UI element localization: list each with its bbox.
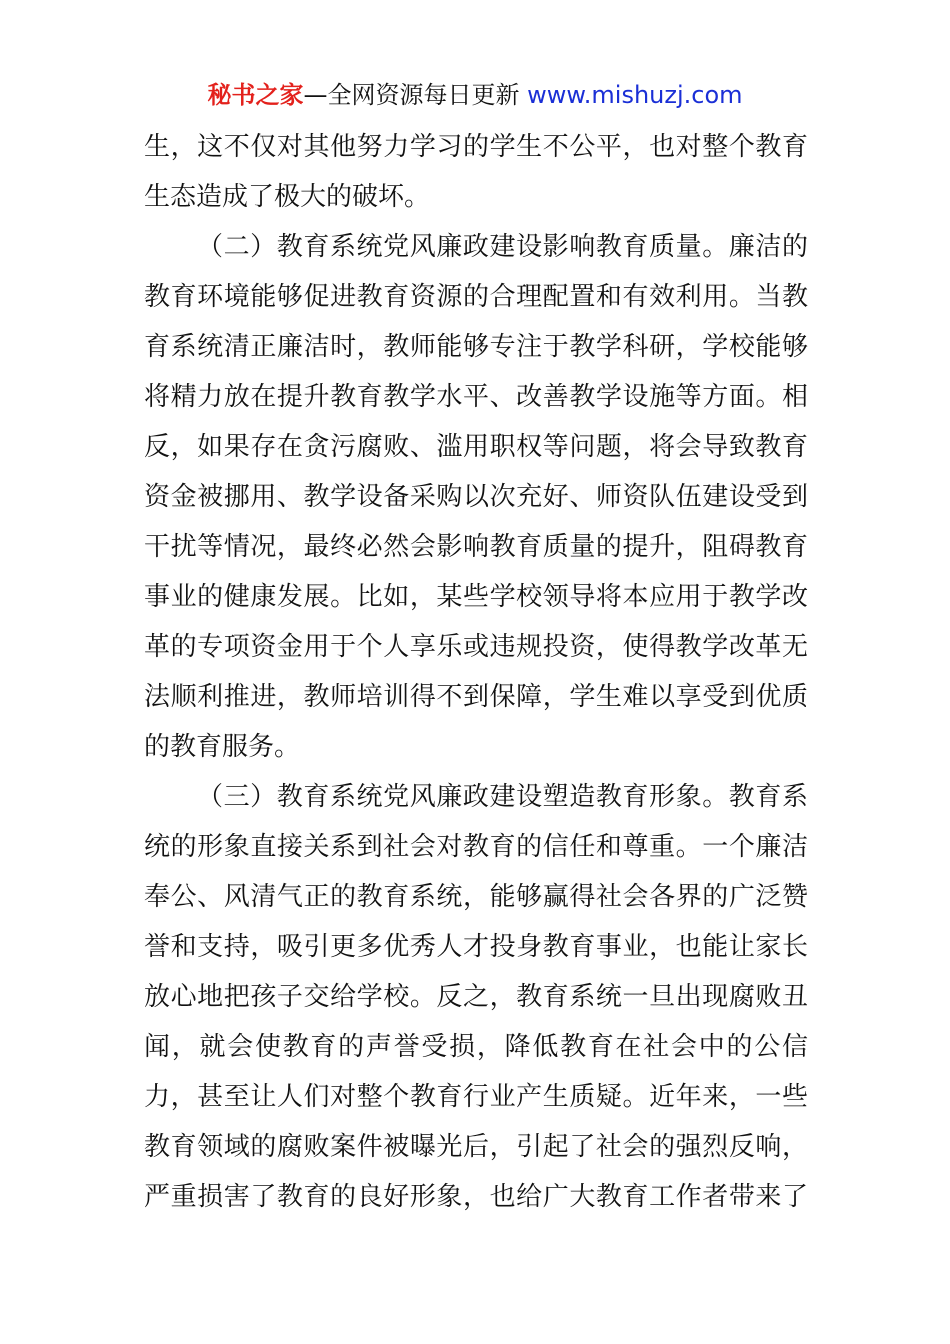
text-line: 力，甚至让人们对整个教育行业产生质疑。近年来，一些 (144, 1082, 808, 1112)
text-line: 严重损害了教育的良好形象，也给广大教育工作者带来了 (144, 1182, 808, 1212)
text-line: 干扰等情况，最终必然会影响教育质量的提升，阻碍教育 (144, 532, 808, 562)
text-line: 教育领域的腐败案件被曝光后，引起了社会的强烈反响， (144, 1132, 808, 1162)
text-line: 奉公、风清气正的教育系统，能够赢得社会各界的广泛赞 (144, 882, 808, 912)
text-line: 事业的健康发展。比如，某些学校领导将本应用于教学改 (144, 582, 808, 612)
text-line: 誉和支持，吸引更多优秀人才投身教育事业，也能让家长 (144, 932, 808, 962)
header-brand: 秘书之家 (207, 81, 304, 109)
text-line: 教育环境能够促进教育资源的合理配置和有效利用。当教 (144, 282, 808, 312)
text-line: 生，这不仅对其他努力学习的学生不公平，也对整个教育 (144, 132, 808, 162)
text-line: 革的专项资金用于个人享乐或违规投资，使得教学改革无 (144, 632, 808, 662)
text-line: 统的形象直接关系到社会对教育的信任和尊重。一个廉洁 (144, 832, 808, 862)
text-line: 反，如果存在贪污腐败、滥用职权等问题，将会导致教育 (144, 432, 808, 462)
body-text (144, 122, 808, 1222)
section-heading-line: （三）教育系统党风廉政建设塑造教育形象。教育系 (197, 782, 808, 812)
text-line: 生态造成了极大的破坏。 (144, 182, 431, 212)
text-line: 放心地把孩子交给学校。反之，教育系统一旦出现腐败丑 (144, 982, 808, 1012)
text-line: 的教育服务。 (144, 732, 301, 762)
text-line: 将精力放在提升教育教学水平、改善教学设施等方面。相 (144, 382, 808, 412)
text-line: 法顺利推进，教师培训得不到保障，学生难以享受到优质 (144, 682, 808, 712)
text-line: 育系统清正廉洁时，教师能够专注于教学科研，学校能够 (144, 332, 808, 362)
text-line: 资金被挪用、教学设备采购以次充好、师资队伍建设受到 (144, 482, 808, 512)
section-heading-line: （二）教育系统党风廉政建设影响教育质量。廉洁的 (197, 232, 808, 262)
text-line: 闻，就会使教育的声誉受损，降低教育在社会中的公信 (144, 1032, 808, 1062)
header-site-url[interactable]: www.mishuzj.com (519, 81, 743, 109)
header-tagline: —全网资源每日更新 (303, 81, 520, 109)
page-header (0, 78, 950, 112)
